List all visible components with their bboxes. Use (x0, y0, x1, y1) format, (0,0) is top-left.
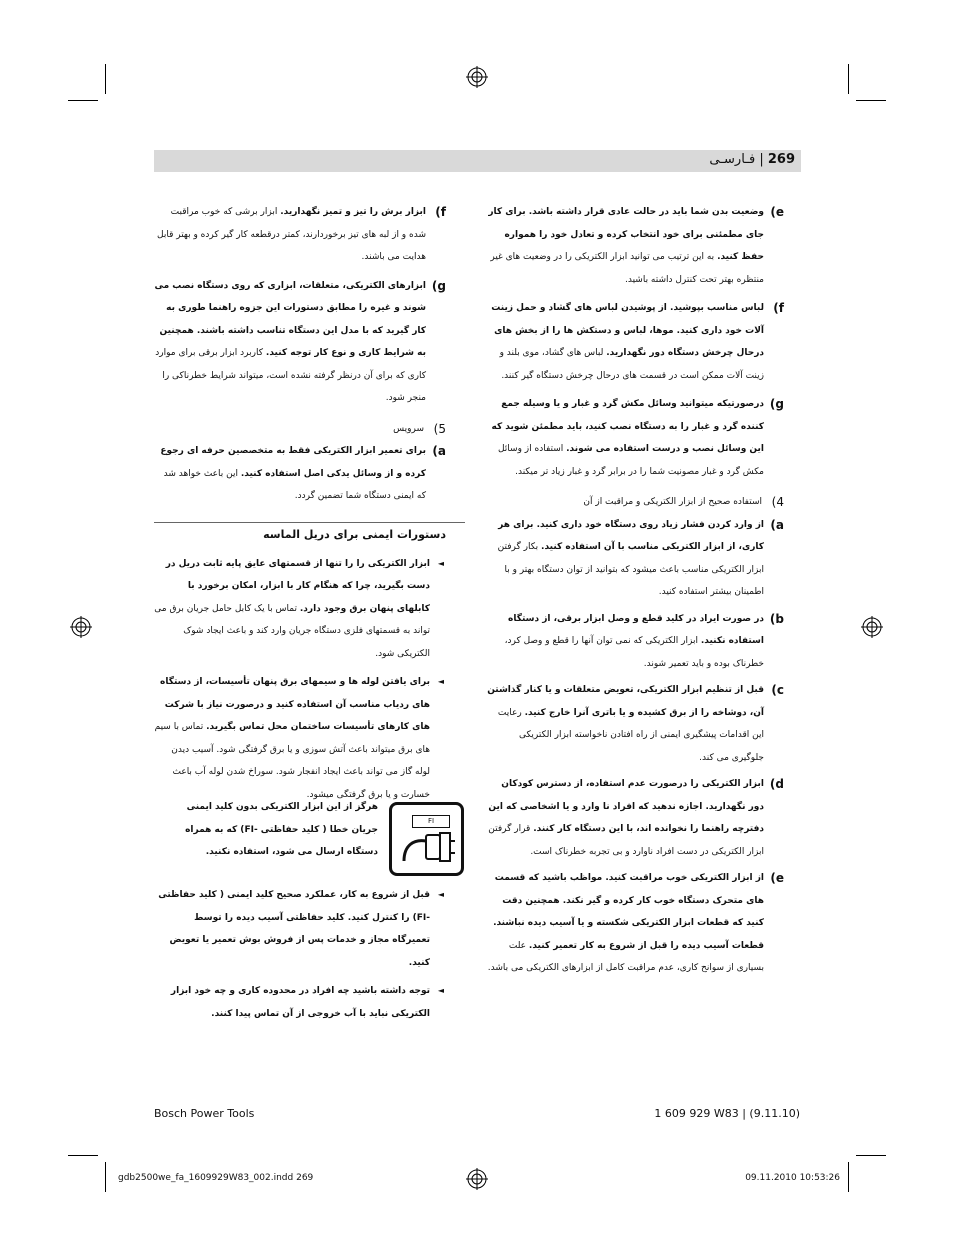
list-item: e) از ابزار الکتریکی خوب مراقبت کنید. مواظب باشید که قسمت های متحرک دستگاه خوب کار کرده و گیر نکند. همچنین دقت کنید که قطعات ابزار الکتریکی شکسته و یا آسیب دیده نباشند. قطعات آسیب دیده را قبل از شروع به کار تعمیر کنید. علت بسیاری از سوانح کاری، عدم مراقبت کامل از ابزارهای الکتریکی می باشد. (487, 871, 784, 973)
fi-plug-icon (389, 802, 464, 876)
section-heading: 5) سرویس (393, 421, 446, 436)
registration-mark-icon (861, 616, 883, 638)
bullet-item: ◄ قبل از شروع به کار، عملکرد صحیح کلید ایمنی ( کلید حفاظتی -FI) را کنترل کنید. کلید حفاظتی آسیب دیده را توسط تعمیرگاه مجاز و خدمات پس از فروش بوش تعمیر یا تعویض کنید. (154, 884, 446, 974)
list-item: g) درصورتیکه میتوانید وسائل مکش گرد و غبار و یا وسیله جمع کننده گرد و غبار را به دستگاه نصب کنید، باید مطمئن شوید که این وسائل نصب و درست استفاده می شوند. استفاده از وسائل مکش گرد و غبار مصونیت شما را در برابر گرد و غبار زیاد تر میکند. (491, 397, 784, 477)
crop-mark (848, 64, 849, 94)
safety-title: دستورات ایمنی برای دریل الماسه (263, 528, 446, 541)
left-column-bottom (154, 884, 446, 1025)
section-heading: 4) استفاده صحیح از ابزار الکتریکی و مراقبت از آن (583, 495, 784, 509)
crop-mark (856, 100, 886, 101)
bullet-triangle-icon: ◄ (437, 890, 444, 899)
bullet-triangle-icon: ◄ (437, 558, 444, 568)
list-item: b) در صورت ایراد در کلید قطع و وصل ابزار برقی، از دستگاه استفاده نکنید. ابزار الکتریکی که نمی توان آنها را قطع و وصل کرد، خطرناک بوده و باید تعمیر شوند. (504, 611, 784, 669)
bullet-item: ◄ ابزار الکتریکی را را تنها از قسمتهای عایق پایه ثابت دریل در دست بگیرید، چرا که هنگام کار با ابزار، امکان برخورد با کابلهای پنهان برق وجود دارد. تماس با یک کابل حامل جریان برق می تواند به قسمتهای فلزی دستگاه جریان وارد کند و باعث ایجاد شوک الکتریکی شود. (154, 553, 446, 666)
list-item: e) وضعیت بدن شما باید در حالت عادی قرار داشته باشد. برای کار جای مطمئنی برای خود انتخاب کرده و تعادل خود را همواره حفظ کنید. به این ترتیب می توانید ابزار الکتریکی را در وضعیت های غیر منتظره بهتر تحت کنترل داشته باشید. (488, 205, 784, 285)
bullet-item: ◄ برای یافتن لوله ها و سیمهای برق پنهان تأسیسات، از دستگاه های ردیاب مناسب آن استفاده کنید و درصورت نیاز با شرکت های کارهای تأسیسات ساختمان محل تماس بگیرید. تماس با سیم های برق میتواند باعث آتش سوزی و یا برق گرفتگی شود. آسیب دیدن لوله گاز می تواند باعث ایجاد انفجار شود. سوراخ شدن لوله آب باعث خسارت و یا برق گرفتگی میشود. (154, 671, 446, 806)
fi-label: FI (412, 815, 450, 828)
bullet-triangle-icon: ◄ (437, 677, 444, 686)
warning-text: هرگز از این ابزار الکتریکی بدون کلید ایمنی جریان خطا ( کلید حفاظتی -FI) که به همراه دستگاه ارسال می شود، استفاده نکنید. (185, 802, 378, 857)
section-divider (154, 522, 465, 523)
slug-filename: gdb2500we_fa_1609929W83_002.indd 269 (118, 1173, 314, 1183)
crop-mark (848, 1162, 849, 1192)
crop-mark (68, 100, 98, 101)
crop-mark (856, 1155, 886, 1156)
registration-mark-icon (466, 1168, 488, 1190)
header-text (709, 152, 795, 167)
crop-mark (105, 64, 106, 94)
left-column-safety (154, 524, 446, 806)
list-item: a) از وارد کردن فشار زیاد روی دستگاه خود داری کنید. برای هر کاری، از ابزار الکتریکی مناسب با آن استفاده کنید. بکار گرفتن ابزار الکتریکی مناسب باعث میشود که بتوانید از توان دستگاه بهتر و با اطمینان بیشتر استفاده کنید. (497, 517, 784, 597)
footer-brand: Bosch Power Tools (154, 1107, 255, 1120)
header-separator: | (759, 152, 764, 167)
list-item: c) قبل از تنظیم ابزار الکتریکی، تعویض متعلقات و یا کنار گذاشتن آن، دوشاخه را از برق کشیده و یا باتری آنرا خارج کنید. رعایت این اقدامات پیشگیری ایمنی از راه افتادن ناخواسته ابزار الکتریکی جلوگیری می کند. (487, 683, 784, 763)
list-item: f) ابزار برش را تیز و تمیز نگهدارید. ابزار برشی که خوب مراقبت شده و از لبه های تیز برخوردارند، کمتر درقطعه کار گیر کرده و بهتر قابل هدایت می باشند. (157, 205, 446, 262)
page-number: 269 (767, 152, 795, 167)
header-language: فـارسـی (709, 152, 756, 167)
page-header (154, 150, 801, 172)
footer-doc-number: 1 609 929 W83 | (9.11.10) (654, 1107, 800, 1120)
list-item: a) برای تعمیر ابزار الکتریکی فقط به متخصصین حرفه ای رجوع کرده و از وسائل یدکی اصل استفاده کنید. این باعث خواهد شد که ایمنی دستگاه شما تضمین گردد. (160, 444, 446, 501)
crop-mark (68, 1155, 98, 1156)
list-item: d) ابزار الکتریکی را درصورت عدم استفاده، از دسترس کودکان دور نگهدارید. اجازه ندهید که افراد نا وارد و یا اشخاصی که این دفترچه راهنما را نخوانده اند، با این دستگاه کار کنند. قرار گرفتن ابزار الکتریکی در دست افراد ناوارد و بی تجربه خطرناک است. (488, 777, 784, 857)
list-item: g) ابزارهای الکتریکی، متعلقات، ابزاری که روی دستگاه نصب می شوند و غیره را مطابق دستورات این جزوه راهنما طوری به کار گیرید که با مدل این دستگاه تناسب داشته باشند. همچنین به شرایط کاری و نوع کار توجه کنید. کاربرد ابزار برقی برای موارد کاری که برای آن درنظر گرفته نشده است، میتواند شرایط خطرناکی را منجر شود. (154, 278, 446, 403)
list-item: f) لباس مناسب بپوشید. از پوشیدن لباس های گشاد و حمل زینت آلات خود داری کنید. موها، لباس و دستکش ها را از بخش های درحال چرخش دستگاه دور نگهدارید. لباس های گشاد، موی بلند و زینت آلات ممکن است در قسمت های درحال چرخش دستگاه گیر کنند. (491, 301, 784, 381)
plug-icon (400, 831, 456, 869)
crop-mark (105, 1162, 106, 1192)
right-column (486, 201, 784, 980)
slug-timestamp: 09.11.2010 10:53:26 (745, 1173, 840, 1183)
bullet-item: ◄ توجه داشته باشید چه افراد در محدوده کاری و چه خود ابزار الکتریکی نباید با آب خروجی از آن تماس پیدا کنند. (154, 980, 446, 1025)
bullet-triangle-icon: ◄ (437, 986, 444, 995)
left-column-top (154, 201, 446, 508)
registration-mark-icon (466, 66, 488, 88)
registration-mark-icon (70, 616, 92, 638)
